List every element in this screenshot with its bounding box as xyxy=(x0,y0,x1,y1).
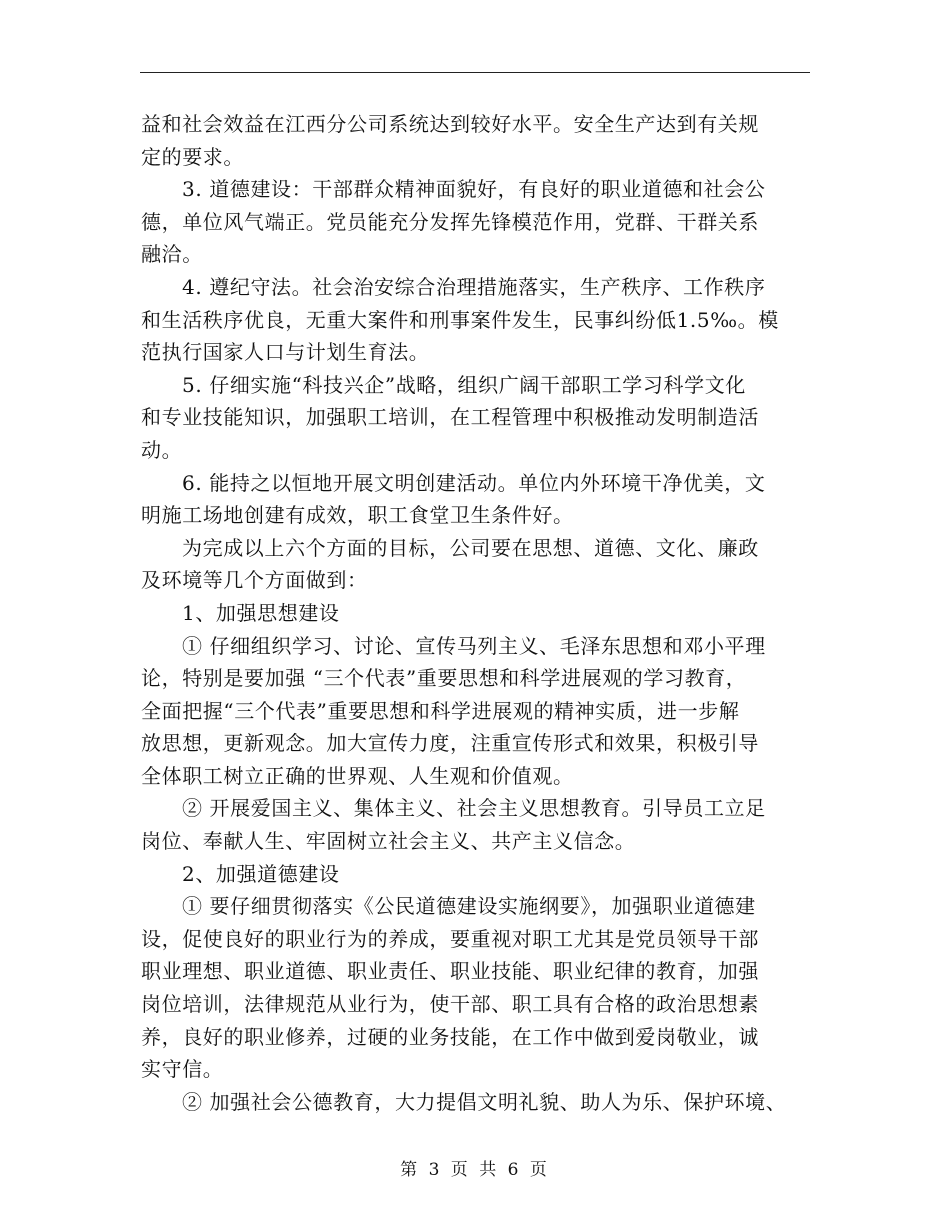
text-line: 定的要求。 xyxy=(141,144,244,169)
text-line: 益和社会效益在江西分公司系统达到较好水平。安全生产达到有关规 xyxy=(141,112,759,136)
text-line: 范执行国家人口与计划生育法。 xyxy=(141,340,430,365)
text-line: 1、加强思想建设 xyxy=(182,600,340,625)
text-line: 设，促使良好的职业行为的养成，要重视对职工尤其是党员领导干部 xyxy=(141,926,759,951)
text-line: 融洽。 xyxy=(141,242,203,267)
document-body xyxy=(141,108,813,1118)
text-line: ① 仔细组织学习、讨论、宣传马列主义、毛泽东思想和邓小平理 xyxy=(182,633,766,658)
text-line: 全体职工树立正确的世界观、人生观和价值观。 xyxy=(141,763,574,788)
text-line: 为完成以上六个方面的目标，公司要在思想、道德、文化、廉政 xyxy=(182,535,759,560)
text-line: ② 开展爱国主义、集体主义、社会主义思想教育。引导员工立足 xyxy=(182,796,766,821)
text-line: ② 加强社会公德教育，大力提倡文明礼貌、助人为乐、保护环境、 xyxy=(182,1089,787,1114)
page-footer: 第 3 页 共 6 页 xyxy=(400,1160,550,1180)
text-line: 6. 能持之以恒地开展文明创建活动。单位内外环境干净优美，文 xyxy=(182,470,766,495)
text-line: 岗位培训，法律规范从业行为，使干部、职工具有合格的政治思想素 xyxy=(141,992,759,1017)
text-line: 明施工场地创建有成效，职工食堂卫生条件好。 xyxy=(141,503,574,528)
text-line: 5. 仔细实施“科技兴企”战略，组织广阔干部职工学习科学文化 xyxy=(182,372,746,397)
text-line: 养，良好的职业修养，过硬的业务技能，在工作中做到爱岗敬业，诚 xyxy=(141,1024,759,1049)
text-line: 论，特别是要加强 “三个代表”重要思想和科学进展观的学习教育， xyxy=(141,666,747,691)
text-line: 德，单位风气端正。党员能充分发挥先锋模范作用，党群、干群关系 xyxy=(141,209,759,234)
text-line: 实守信。 xyxy=(141,1057,224,1082)
text-line: 4. 遵纪守法。社会治安综合治理措施落实，生产秩序、工作秩序 xyxy=(182,274,766,299)
text-line: 职业理想、职业道德、职业责任、职业技能、职业纪律的教育，加强 xyxy=(141,959,759,984)
text-line: 3. 道德建设：干部群众精神面貌好，有良好的职业道德和社会公 xyxy=(182,177,766,202)
text-line: 动。 xyxy=(141,437,183,462)
text-line: 和生活秩序优良，无重大案件和刑事案件发生，民事纠纷低1.5‰。模 xyxy=(141,307,779,332)
header-rule xyxy=(140,72,810,73)
text-line: 全面把握“三个代表”重要思想和科学进展观的精神实质，进一步解 xyxy=(141,698,740,723)
text-line: 放思想，更新观念。加大宣传力度，注重宣传形式和效果，积极引导 xyxy=(141,731,759,756)
text-line: 岗位、奉献人生、牢固树立社会主义、共产主义信念。 xyxy=(141,829,636,854)
text-line: ① 要仔细贯彻落实《公民道德建设实施纲要》，加强职业道德建 xyxy=(182,894,756,919)
text-line: 和专业技能知识，加强职工培训，在工程管理中积极推动发明制造活 xyxy=(141,405,759,430)
text-line: 及环境等几个方面做到： xyxy=(141,568,368,593)
text-line: 2、加强道德建设 xyxy=(182,861,340,886)
